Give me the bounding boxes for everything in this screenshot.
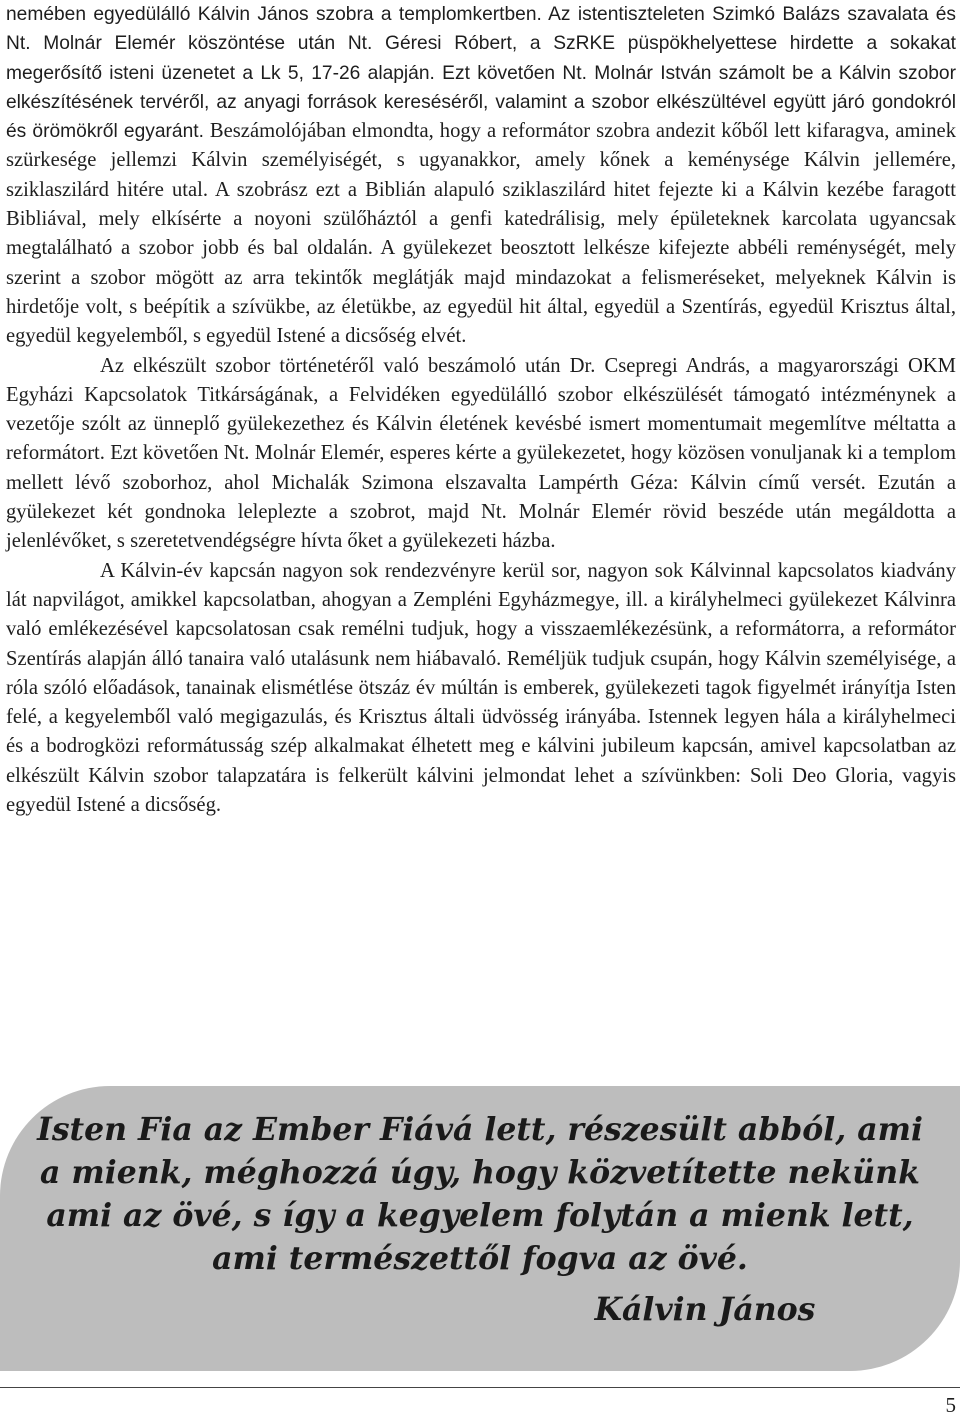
quote-box xyxy=(0,1086,960,1371)
paragraph-2: Az elkészült szobor történetéről való beszámoló után Dr. Csepregi András, a magyarországi OKM Egyházi Kapcsolatok Titkárságának, a Felvidéken egyedülálló szobor elkészülését támogató intézménynek a vezetője szólt az ünneplő gyülekezethez és Kálvin életének kevésbé ismert momentumait megemlítve méltatta a reformátort. Ezt követően Nt. Molnár Elemér, esperes kérte a gyülekezetet, hogy közösen vonuljanak ki a templom mellett lévő szoborhoz, ahol Michalák Szimona elszavalta Lampérth Géza: Kálvin című versét. Ezután a gyülekezet két gondnoka leleplezte a szobrot, majd Nt. Molnár Elemér rövid beszéde után megáldotta a jelenlévőket, s szeretetvendégségre hívta őket a gyülekezeti házba. xyxy=(6,354,956,553)
paragraph-1-sans-part: nemében egyedülálló Kálvin János szobra a templomkertben. Az istentiszteleten Szimkó Balázs szavalata és Nt. Molnár Elemér köszöntése után Nt. Géresi Róbert, a SzRKE püspökhelyettese hirdette a sokakat megerősítő isteni üzenetet a Lk 5, 17-26 alapján. Ezt követően Nt. Molnár István számolt be a Kálvin szobor elkészítésének tervéről, az anyagi források kereséséről, valamint a szobor elkészültével együtt járó gondokról és örömökről egyaránt. xyxy=(6,4,956,143)
page-number: 5 xyxy=(945,1393,956,1417)
quote-line-2: a mienk, méghozzá úgy, hogy közvetítette nekünk xyxy=(40,1154,920,1191)
quote-text xyxy=(30,1108,930,1280)
quote-line-3: ami az övé, s így a kegyelem folytán a mienk lett, xyxy=(46,1197,914,1234)
quote-line-4: ami természettől fogva az övé. xyxy=(212,1240,748,1277)
paragraph-1-serif-part: Beszámolójában elmondta, hogy a reformátor szobra andezit kőből lett kifaragva, aminek szürkesége jellemzi Kálvin személyiségét, s ugyanakkor, amely kőnek a keménysége Kálvin jellemére, sziklaszilárd hitére utal. A szobrász ezt a Biblián alapuló sziklaszilárd hitet fejezte ki a Kálvin kezébe faragott Bibliával, mely elkísérte a noyoni szülőháztól a genfi katedrálisig, mely épületeknek karcolata ugyancsak megtalálható a szobor jobb és bal oldalán. A gyülekezet beosztott lelkésze kifejezte abbéli reménységét, mely szerint a szobor mögött az arra tekintők meglátják majd mindazokat a felismeréseket, melyeknek Kálvin is hirdetője volt, s beépítik a szívükbe, az életükbe, az egyedül hit által, egyedül a Szentírás, egyedül Krisztus által, egyedül kegyelemből, s egyedül Istené a dicsőség elvét. xyxy=(6,120,956,348)
footer-divider xyxy=(0,1387,960,1388)
article-body xyxy=(6,0,956,820)
quote-line-1: Isten Fia az Ember Fiává lett, részesült abból, ami xyxy=(37,1111,923,1148)
paragraph-1 xyxy=(6,0,956,352)
paragraph-3: A Kálvin-év kapcsán nagyon sok rendezvényre kerül sor, nagyon sok Kálvinnal kapcsolatos kiadvány lát napvilágot, amikkel kapcsolatban, ahogyan a Zempléni Egyházmegye, ill. a királyhelmeci gyülekezet Kálvinra való emlékezésével kapcsolatosan csak remélni tudjuk, hogy a visszaemlékezésünk, a reformátorra, a reformátor Szentírás alapján álló tanaira való utalásunk nem hiábavaló. Reméljük tudjuk csupán, hogy Kálvin személyisége, a róla szóló előadások, tanainak elismétlése ötszáz év múltán is emberek, gyülekezeti tagok figyelmét irányítja Isten felé, a kegyelemből való megigazulás, és Krisztus általi üdvösség irányába. Istennek legyen hála a királyhelmeci és a bodrogközi reformátusság szép alkalmakat élhetett meg e kálvini jubileum kapcsán, amivel kapcsolatban az elkészült Kálvin szobor talapzatára is felkerült kálvini jelmondat lehet a szívünkben: Soli Deo Gloria, vagyis egyedül Istené a dicsőség. xyxy=(6,559,956,817)
quote-author: Kálvin János xyxy=(594,1291,816,1328)
